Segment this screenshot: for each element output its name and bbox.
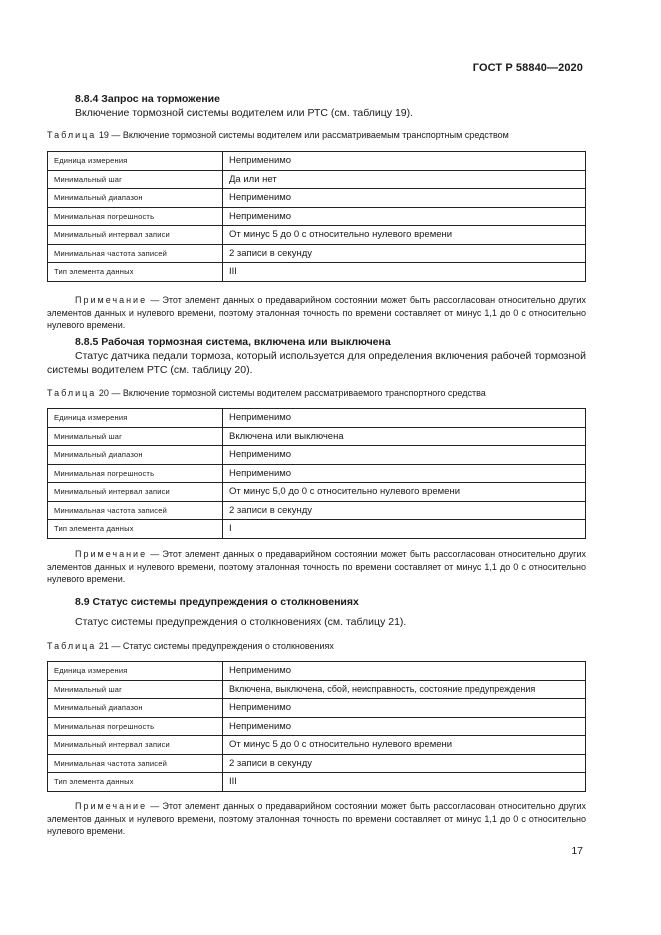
table-row [48, 520, 586, 539]
row-key: Минимальный шаг [48, 170, 223, 189]
row-value: Неприменимо [223, 189, 586, 208]
row-key: Минимальный интервал записи [48, 483, 223, 502]
table-row [48, 501, 586, 520]
table-row [48, 427, 586, 446]
row-key: Тип элемента данных [48, 520, 223, 539]
note-text: — Этот элемент данных о предаварийном состоянии может быть рассогласован относительно других элементов данных и нулевого времени, поэтому эталонная точность по времени составляет от минус 1,1 до 0 с относительно нулевого времени. [47, 801, 586, 836]
table-row [48, 773, 586, 792]
table-row [48, 662, 586, 681]
row-value: 2 записи в секунду [223, 501, 586, 520]
section-heading: 8.9 Статус системы предупреждения о столкновениях [75, 596, 359, 608]
row-value: Неприменимо [223, 464, 586, 483]
row-value: I [223, 520, 586, 539]
row-value: Неприменимо [223, 699, 586, 718]
section-heading: 8.8.4 Запрос на торможение [75, 93, 220, 105]
table-20-caption [47, 387, 586, 399]
table-row [48, 464, 586, 483]
row-key: Минимальная частота записей [48, 754, 223, 773]
table-row [48, 170, 586, 189]
note-text: — Этот элемент данных о предаварийном состоянии может быть рассогласован относительно других элементов данных и нулевого времени, поэтому эталонная точность по времени составляет от минус 1,1 до 0 с относительно нулевого времени. [47, 549, 586, 584]
row-key: Минимальная частота записей [48, 244, 223, 263]
row-value: III [223, 263, 586, 282]
table-row [48, 754, 586, 773]
row-value: От минус 5 до 0 с относительно нулевого времени [223, 226, 586, 245]
table-row [48, 409, 586, 428]
row-key: Тип элемента данных [48, 773, 223, 792]
table-caption-prefix: Таблица [47, 641, 97, 651]
page-number: 17 [571, 845, 583, 857]
row-key: Единица измерения [48, 152, 223, 171]
table-19-caption [47, 129, 586, 141]
table-21-caption [47, 640, 586, 652]
note-label: Примечание [75, 801, 148, 811]
section-8-9-intro: Статус системы предупреждения о столкновениях (см. таблицу 21). [75, 616, 407, 628]
section-heading: 8.8.5 Рабочая тормозная система, включена или выключена [75, 336, 391, 348]
row-value: От минус 5,0 до 0 с относительно нулевого времени [223, 483, 586, 502]
table-row [48, 207, 586, 226]
row-value: Включена или выключена [223, 427, 586, 446]
table-row [48, 244, 586, 263]
row-value: Неприменимо [223, 152, 586, 171]
table-20-note [47, 548, 586, 586]
table-row [48, 483, 586, 502]
row-key: Минимальный интервал записи [48, 226, 223, 245]
table-21 [47, 661, 586, 792]
row-value: От минус 5 до 0 с относительно нулевого времени [223, 736, 586, 755]
row-key: Минимальный шаг [48, 680, 223, 699]
row-key: Единица измерения [48, 662, 223, 681]
note-label: Примечание [75, 295, 148, 305]
table-19-note [47, 294, 586, 332]
section-intro: Включение тормозной системы водителем или РТС (см. таблицу 19). [75, 107, 414, 119]
table-caption-prefix: Таблица [47, 388, 97, 398]
row-key: Минимальный шаг [48, 427, 223, 446]
row-value: 2 записи в секунду [223, 244, 586, 263]
table-caption-prefix: Таблица [47, 130, 97, 140]
table-row [48, 699, 586, 718]
table-caption-text: 19 — Включение тормозной системы водителем или рассматриваемым транспортным средством [98, 130, 509, 140]
row-key: Минимальный диапазон [48, 446, 223, 465]
row-value: 2 записи в секунду [223, 754, 586, 773]
row-key: Минимальный диапазон [48, 189, 223, 208]
row-key: Тип элемента данных [48, 263, 223, 282]
table-row [48, 717, 586, 736]
row-key: Минимальная погрешность [48, 464, 223, 483]
row-value: Неприменимо [223, 207, 586, 226]
row-value: Неприменимо [223, 662, 586, 681]
table-19 [47, 151, 586, 282]
row-value: Включена, выключена, сбой, неисправность, состояние предупреждения [223, 680, 586, 699]
section-8-8-4 [47, 92, 586, 120]
note-text: — Этот элемент данных о предаварийном состоянии может быть рассогласован относительно других элементов данных и нулевого времени, поэтому эталонная точность по времени составляет от минус 1,1 до 0 с относительно нулевого времени. [47, 295, 586, 330]
section-intro: Статус датчика педали тормоза, который используется для определения включения рабочей тормозной системы водителем РТС (см. таблицу 20). [47, 350, 586, 376]
row-key: Минимальная погрешность [48, 207, 223, 226]
table-caption-text: 20 — Включение тормозной системы водителем рассматриваемого транспортного средства [98, 388, 486, 398]
row-value: III [223, 773, 586, 792]
row-value: Неприменимо [223, 717, 586, 736]
table-row [48, 680, 586, 699]
table-caption-text: 21 — Статус системы предупреждения о столкновениях [98, 641, 334, 651]
table-row [48, 189, 586, 208]
table-row [48, 446, 586, 465]
table-21-note [47, 800, 586, 838]
row-value: Да или нет [223, 170, 586, 189]
note-label: Примечание [75, 549, 148, 559]
row-value: Неприменимо [223, 409, 586, 428]
table-row [48, 736, 586, 755]
row-value: Неприменимо [223, 446, 586, 465]
section-8-8-5 [47, 335, 586, 377]
section-8-9 [47, 595, 586, 609]
row-key: Минимальная погрешность [48, 717, 223, 736]
row-key: Минимальная частота записей [48, 501, 223, 520]
table-row [48, 263, 586, 282]
table-20 [47, 408, 586, 539]
row-key: Единица измерения [48, 409, 223, 428]
table-row [48, 152, 586, 171]
row-key: Минимальный диапазон [48, 699, 223, 718]
table-row [48, 226, 586, 245]
row-key: Минимальный интервал записи [48, 736, 223, 755]
standard-code: ГОСТ Р 58840—2020 [472, 62, 583, 74]
